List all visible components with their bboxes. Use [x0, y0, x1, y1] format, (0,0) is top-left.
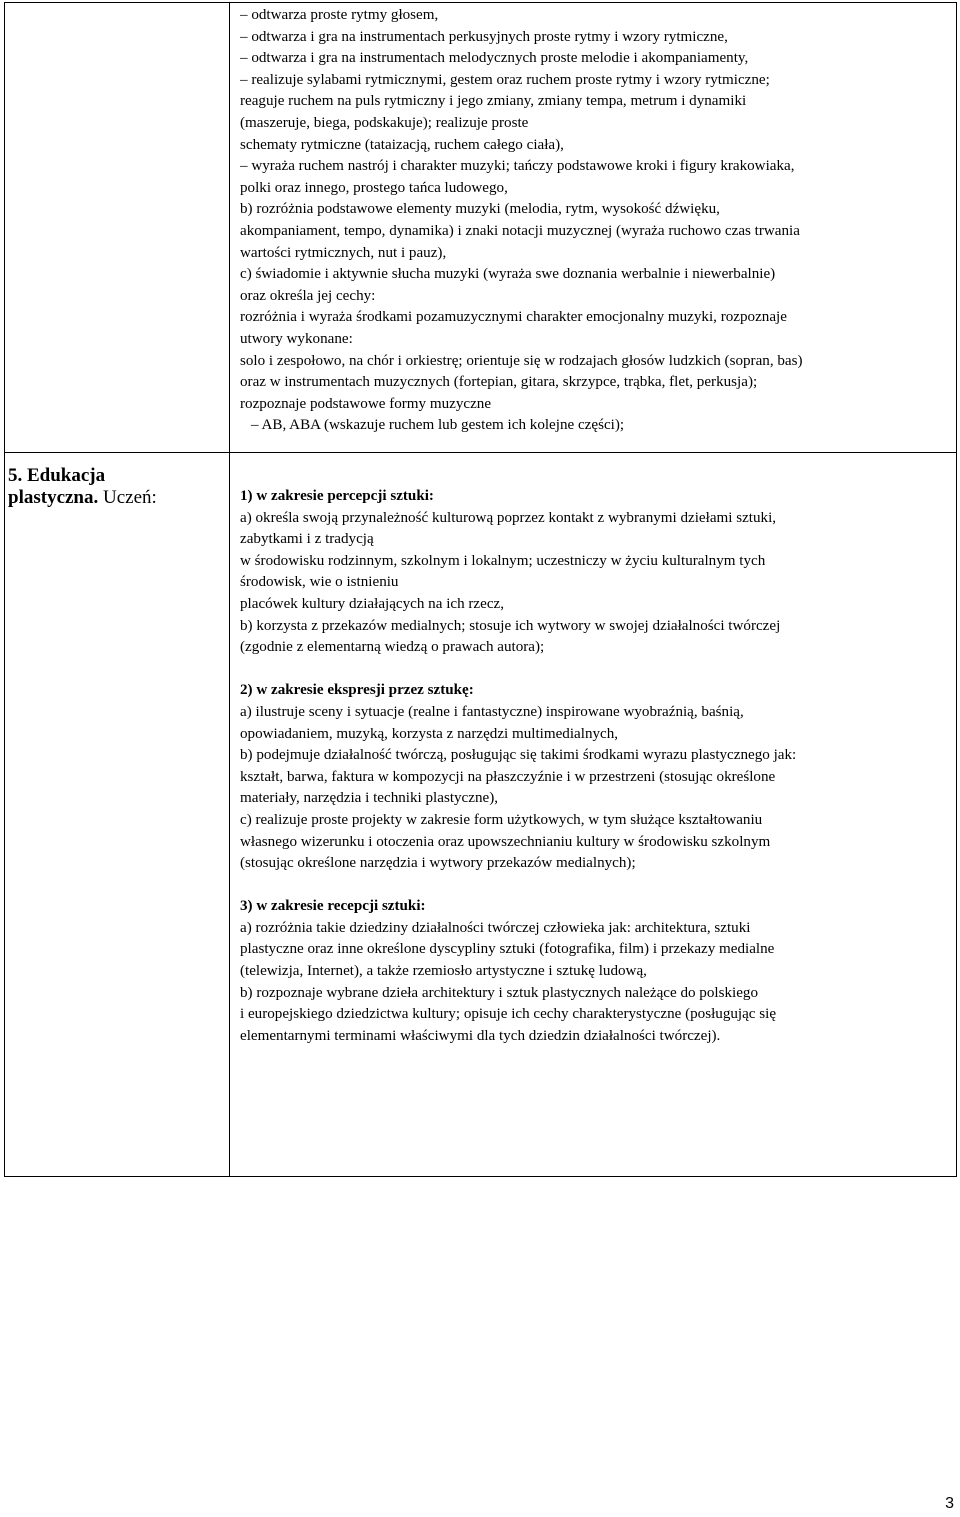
- music-line: rozpoznaje podstawowe formy muzyczne: [240, 395, 492, 412]
- music-line: (maszeruje, biega, podskakuje); realizuje proste: [240, 114, 529, 131]
- art-line: placówek kultury działających na ich rzecz,: [240, 595, 505, 612]
- art-line: zabytkami i z tradycją: [240, 531, 374, 548]
- art-line: (telewizja, Internet), a także rzemiosło artystyczne i sztukę ludową,: [240, 963, 647, 980]
- art-line: materiały, narzędzia i techniki plastyczne),: [240, 790, 499, 807]
- section-gap: [240, 875, 952, 897]
- art-line: c) realizuje proste projekty w zakresie form użytkowych, w tym służące kształtowaniu: [240, 811, 763, 828]
- music-line: – odtwarza proste rytmy głosem,: [240, 7, 439, 23]
- page-number: 3: [945, 1495, 954, 1512]
- music-line: akompaniament, tempo, dynamika) i znaki notacji muzycznej (wyraża ruchowo czas trwania: [240, 222, 800, 239]
- music-line: solo i zespołowo, na chór i orkiestrę; orientuje się w rodzajach głosów ludzkich (sopran, bas): [240, 352, 803, 369]
- music-content-cell: [240, 5, 952, 437]
- music-line: c) świadomie i aktywnie słucha muzyki (wyraża swe doznania werbalnie i niewerbalnie): [240, 266, 776, 283]
- music-line: – realizuje sylabami rytmicznymi, gestem oraz ruchem proste rytmy i wzory rytmiczne;: [240, 71, 770, 88]
- art-line: środowisk, wie o istnieniu: [240, 574, 399, 591]
- music-line: utwory wykonane:: [240, 330, 353, 347]
- art-line: własnego wizerunku i otoczenia oraz upowszechnianiu kultury w środowisku szkolnym: [240, 833, 771, 850]
- art-line: b) podejmuje działalność twórczą, posługując się takimi środkami wyrazu plastycznego jak:: [240, 747, 797, 764]
- subject-name: plastyczna.: [8, 487, 99, 508]
- art-line: a) ilustruje sceny i sytuacje (realne i fantastyczne) inspirowane wyobraźnią, baśnią,: [240, 703, 744, 720]
- row-divider: [5, 452, 956, 453]
- music-line: schematy rytmiczne (tataizacją, ruchem całego ciała),: [240, 136, 564, 153]
- art-line: b) korzysta z przekazów medialnych; stosuje ich wytwory w swojej działalności twórczej: [240, 617, 781, 634]
- art-line: (zgodnie z elementarną wiedzą o prawach autora);: [240, 639, 545, 656]
- art-line: kształt, barwa, faktura w kompozycji na płaszczyźnie i w przestrzeni (stosując określone: [240, 768, 776, 785]
- art-line: i europejskiego dziedzictwa kultury; opisuje ich cechy charakterystyczne (posługując się: [240, 1006, 777, 1023]
- music-line: oraz określa jej cechy:: [240, 287, 376, 304]
- music-line: rozróżnia i wyraża środkami pozamuzycznymi charakter emocjonalny muzyki, rozpoznaje: [240, 309, 787, 326]
- section-heading-expression: 2) w zakresie ekspresji przez sztukę:: [240, 682, 474, 699]
- subject-student: Uczeń:: [103, 487, 157, 508]
- art-line: a) określa swoją przynależność kulturową poprzez kontakt z wybranymi dziełami sztuki,: [240, 509, 777, 526]
- subject-label-art-education: [8, 465, 222, 509]
- music-line: wartości rytmicznych, nut i pauz),: [240, 244, 447, 261]
- art-line: (stosując określone narzędzia i wytwory przekazów medialnych);: [240, 855, 636, 872]
- section-heading-perception: 1) w zakresie percepcji sztuki:: [240, 488, 434, 504]
- art-line: elementarnymi terminami właściwymi dla tych dziedzin działalności twórczej).: [240, 1027, 721, 1044]
- subject-number: 5. Edukacja: [8, 465, 106, 486]
- section-heading-reception: 3) w zakresie recepcji sztuki:: [240, 898, 426, 915]
- art-line: b) rozpoznaje wybrane dzieła architektury i sztuk plastycznych należące do polskiego: [240, 984, 759, 1001]
- music-line: – odtwarza i gra na instrumentach perkusyjnych proste rytmy i wzory rytmiczne,: [240, 28, 728, 45]
- music-line: polki oraz innego, prostego tańca ludowego,: [240, 179, 508, 196]
- art-line: w środowisku rodzinnym, szkolnym i lokalnym; uczestniczy w życiu kulturalnym tych: [240, 552, 766, 569]
- column-divider: [229, 3, 230, 1176]
- subject-name-line: [8, 487, 222, 509]
- art-line: a) rozróżnia takie dziedziny działalności twórczej człowieka jak: architektura, sztuki: [240, 919, 751, 936]
- music-line: oraz w instrumentach muzycznych (fortepian, gitara, skrzypce, trąbka, flet, perkusja);: [240, 374, 758, 391]
- music-line: reaguje ruchem na puls rytmiczny i jego zmiany, zmiany tempa, metrum i dynamiki: [240, 93, 747, 110]
- art-line: opowiadaniem, muzyką, korzysta z narzędzi multimedialnych,: [240, 725, 619, 742]
- art-line: plastyczne oraz inne określone dyscypliny sztuki (fotografika, film) i przekazy medialne: [240, 941, 775, 958]
- section-gap: [240, 659, 952, 681]
- art-content-cell: [240, 486, 952, 1047]
- music-line: b) rozróżnia podstawowe elementy muzyki (melodia, rytm, wysokość dźwięku,: [240, 201, 720, 218]
- music-line: – wyraża ruchem nastrój i charakter muzyki; tańczy podstawowe kroki i figury krakowiaka,: [240, 158, 795, 175]
- music-line: – odtwarza i gra na instrumentach melodycznych proste melodie i akompaniamenty,: [240, 50, 749, 67]
- music-line: – AB, ABA (wskazuje ruchem lub gestem ich kolejne części);: [251, 417, 625, 434]
